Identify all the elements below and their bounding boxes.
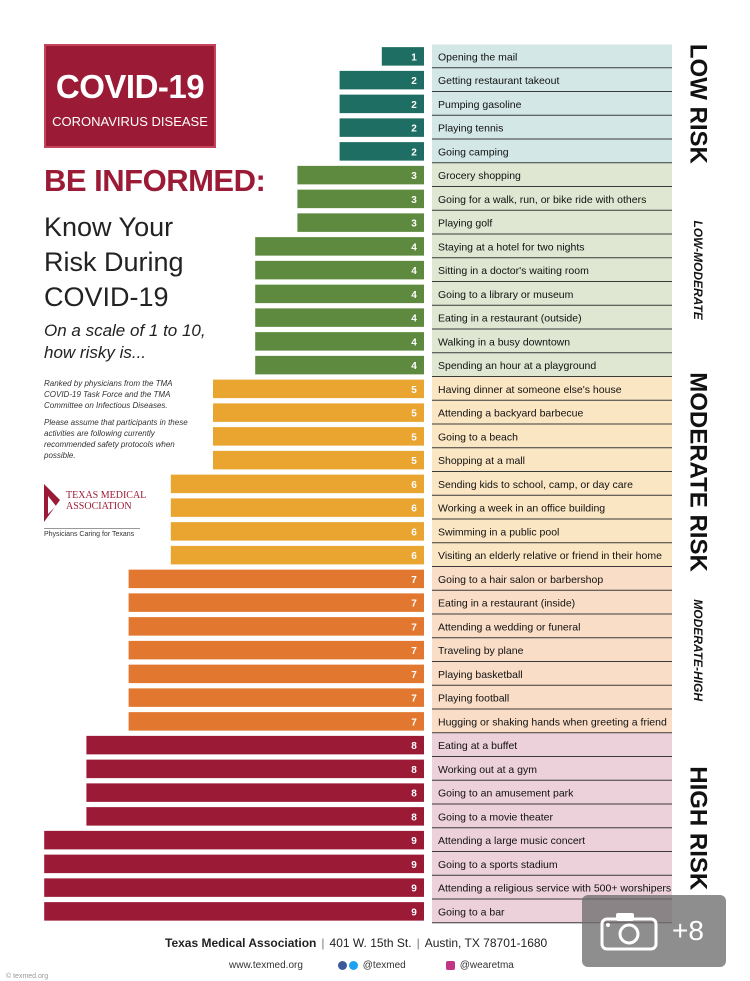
tma-logo-tagline: Physicians Caring for Texans	[44, 528, 140, 538]
instagram-icon	[446, 961, 455, 970]
facebook-icon	[338, 961, 347, 970]
risk-score-label: 7	[411, 717, 417, 729]
note-assume: Please assume that participants in these activities are following currently recommended safety protocols when possible.	[44, 418, 188, 460]
activity-label: Going to a sports stadium	[438, 858, 558, 871]
activity-label: Attending a large music concert	[438, 835, 586, 848]
activity-label: Playing basketball	[438, 668, 523, 681]
risk-bar	[213, 403, 424, 422]
camera-icon	[600, 911, 658, 951]
activity-label: Sitting in a doctor's waiting room	[438, 265, 589, 278]
scale-question: On a scale of 1 to 10, how risky is...	[44, 321, 206, 362]
footer-instagram-handle: @wearetma	[459, 960, 514, 971]
tma-logo-name: TEXAS MEDICAL ASSOCIATION	[66, 490, 146, 512]
activity-label: Sending kids to school, camp, or day care	[438, 478, 633, 491]
activity-label: Attending a wedding or funeral	[438, 621, 581, 634]
risk-score-label: 2	[411, 123, 417, 135]
risk-bar	[171, 475, 424, 494]
activity-label: Working a week in an office building	[438, 502, 606, 515]
activity-label: Playing golf	[438, 217, 493, 230]
activity-label: Going to a hair salon or barbershop	[438, 573, 604, 586]
activity-label: Spending an hour at a playground	[438, 360, 597, 373]
activity-label: Eating in a restaurant (outside)	[438, 312, 582, 325]
activity-label: Swimming in a public pool	[438, 526, 560, 539]
risk-bar	[255, 285, 424, 304]
risk-bar	[297, 213, 424, 232]
risk-score-label: 6	[411, 479, 417, 491]
risk-score-label: 8	[411, 788, 417, 800]
risk-score-label: 9	[411, 907, 417, 919]
risk-bar	[129, 570, 424, 589]
risk-band-label: HIGH RISK	[684, 766, 712, 891]
footer-twitter-handle: @texmed	[362, 960, 406, 971]
activity-label: Playing football	[438, 692, 510, 705]
activity-label: Traveling by plane	[438, 645, 524, 658]
gallery-overlay[interactable]	[582, 895, 726, 967]
risk-bar	[129, 712, 424, 731]
risk-score-label: 8	[411, 764, 417, 776]
activity-label: Going to a beach	[438, 431, 518, 444]
risk-score-label: 3	[411, 218, 417, 230]
activity-label: Going to a library or museum	[438, 288, 574, 301]
risk-score-label: 5	[411, 432, 417, 444]
risk-bar	[44, 878, 424, 897]
risk-bar	[213, 451, 424, 470]
risk-bar	[171, 498, 424, 517]
risk-bar	[86, 760, 424, 779]
risk-score-label: 7	[411, 669, 417, 681]
risk-score-label: 4	[411, 313, 417, 325]
risk-bar	[86, 736, 424, 755]
activity-label: Attending a backyard barbecue	[438, 407, 584, 420]
activity-label: Pumping gasoline	[438, 98, 522, 111]
risk-score-label: 4	[411, 337, 417, 349]
risk-bar	[213, 427, 424, 446]
risk-score-label: 9	[411, 836, 417, 848]
footer-city: Austin, TX 78701-1680	[424, 936, 548, 950]
footer-website[interactable]: www.texmed.org	[229, 960, 303, 971]
activity-label: Going camping	[438, 146, 509, 159]
risk-score-label: 5	[411, 384, 417, 396]
risk-score-label: 9	[411, 883, 417, 895]
risk-score-label: 3	[411, 194, 417, 206]
risk-score-label: 2	[411, 99, 417, 111]
risk-score-label: 7	[411, 598, 417, 610]
risk-bar	[255, 332, 424, 351]
activity-label: Grocery shopping	[438, 170, 521, 183]
activity-label: Going to an amusement park	[438, 787, 574, 800]
risk-bar	[86, 807, 424, 826]
activity-label: Going to a bar	[438, 906, 505, 919]
risk-bar	[213, 380, 424, 399]
risk-score-label: 7	[411, 574, 417, 586]
risk-bar	[129, 688, 424, 707]
risk-score-label: 1	[411, 52, 417, 64]
risk-score-label: 7	[411, 646, 417, 658]
activity-label: Eating at a buffet	[438, 740, 518, 753]
footer-twitter[interactable]	[338, 960, 406, 971]
activity-label: Working out at a gym	[438, 763, 538, 776]
footer-instagram[interactable]	[446, 960, 514, 971]
risk-score-label: 6	[411, 503, 417, 515]
activity-label: Going for a walk, run, or bike ride with others	[438, 193, 647, 206]
photo-count: +8	[672, 915, 704, 946]
risk-band-label: LOW-MODERATE	[690, 220, 705, 320]
activity-label: Opening the mail	[438, 51, 518, 64]
risk-bar	[255, 261, 424, 280]
risk-band-label: MODERATE RISK	[684, 372, 712, 572]
risk-bar	[44, 855, 424, 874]
risk-score-label: 8	[411, 812, 417, 824]
footer-address-line: Texas Medical Association | 401 W. 15th St. | Austin, TX 78701-1680	[165, 936, 548, 950]
activity-label: Going to a movie theater	[438, 811, 553, 824]
risk-score-label: 7	[411, 693, 417, 705]
risk-score-label: 4	[411, 242, 417, 254]
activity-label: Visiting an elderly relative or friend in their home	[438, 550, 662, 563]
risk-score-label: 9	[411, 859, 417, 871]
risk-bar	[129, 593, 424, 612]
risk-score-label: 7	[411, 622, 417, 634]
activity-label: Playing tennis	[438, 122, 504, 135]
risk-bar	[297, 166, 424, 185]
risk-bar	[86, 783, 424, 802]
risk-bar	[382, 47, 424, 66]
risk-bar	[44, 902, 424, 921]
risk-score-label: 4	[411, 289, 417, 301]
subheadline: Know Your Risk During COVID-19	[44, 212, 184, 312]
risk-bar	[171, 546, 424, 565]
risk-bar	[171, 522, 424, 541]
note-ranked: Ranked by physicians from the TMA COVID-19 Task Force and the TMA Committee on Infectious Diseases.	[44, 379, 173, 410]
risk-score-label: 5	[411, 456, 417, 468]
headline: BE INFORMED:	[44, 163, 266, 198]
risk-bar	[255, 237, 424, 256]
badge-subtitle: CORONAVIRUS DISEASE	[52, 114, 208, 129]
risk-score-label: 3	[411, 171, 417, 183]
risk-bar	[44, 831, 424, 850]
twitter-icon	[349, 961, 358, 970]
risk-score-label: 2	[411, 147, 417, 159]
risk-bar	[255, 308, 424, 327]
activity-label: Attending a religious service with 500+ worshipers	[438, 882, 672, 895]
activity-label: Getting restaurant takeout	[438, 75, 560, 88]
activity-label: Eating in a restaurant (inside)	[438, 597, 576, 610]
activity-label: Hugging or shaking hands when greeting a friend	[438, 716, 667, 729]
risk-score-label: 2	[411, 76, 417, 88]
risk-score-label: 6	[411, 551, 417, 563]
activity-label: Staying at a hotel for two nights	[438, 241, 585, 254]
risk-bar	[129, 641, 424, 660]
activity-label: Having dinner at someone else's house	[438, 383, 622, 396]
risk-score-label: 8	[411, 741, 417, 753]
risk-band-label: LOW RISK	[684, 43, 712, 164]
risk-score-label: 5	[411, 408, 417, 420]
activity-label: Walking in a busy downtown	[438, 336, 571, 349]
activity-label: Shopping at a mall	[438, 455, 525, 468]
risk-bar	[129, 617, 424, 636]
risk-score-label: 6	[411, 527, 417, 539]
risk-score-label: 4	[411, 266, 417, 278]
risk-bar	[129, 665, 424, 684]
image-credit: © texmed.org	[6, 973, 49, 980]
footer-street: 401 W. 15th St.	[329, 936, 412, 950]
risk-score-label: 4	[411, 361, 417, 373]
risk-bar	[297, 190, 424, 209]
footer-org: Texas Medical Association	[165, 936, 317, 950]
risk-band-label: MODERATE-HIGH	[690, 599, 705, 702]
risk-bar	[255, 356, 424, 375]
badge-title: COVID-19	[55, 68, 205, 105]
